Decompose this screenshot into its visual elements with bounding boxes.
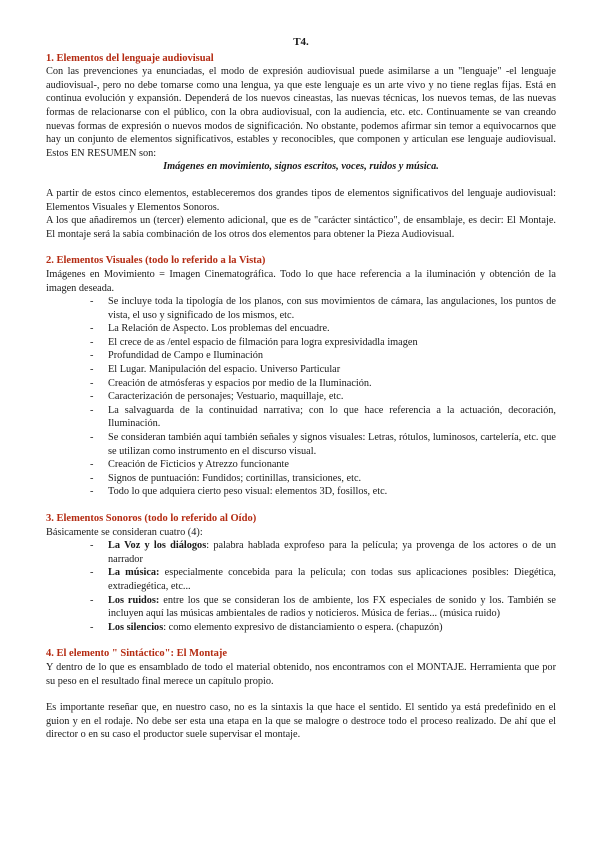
sound-elements-list (46, 539, 556, 634)
section-1-paragraph-3: A los que añadiremos un (tercer) elemento adicional, que es de "carácter sintáctico", de ensamblaje, es decir: El Montaje. El montaje será la sabia combinación de los otros dos elementos para obtener la Pieza Audiovisual. (46, 215, 556, 240)
list-item: - El crece de as /entel espacio de filmación para logra expresividadla imagen (90, 336, 418, 348)
section-1-paragraph: Con las prevenciones ya enunciadas, el modo de expresión audiovisual puede asimilarse a un "lenguaje" -el lenguaje audiovisual-, pero no debe tomarse como una lengua, ya que este lenguaje es un arte vivo y no tiene reglas fijas. Está en continua evolución y expansión. Dependerá de los nuevos cineastas, las nuevas técnicas, los nuevos temas, de las nuevas formas de relacionarse con el público, con la obra audiovisual, con la audiencia, etc. etc. Continuamente se van creando nuevas formas de expresión o nuevos modos de significación. No obstante, podemos afirmar sin temor a equivocarnos que hay un conjunto de elementos significativos, estables y reconocibles, que componen y articulan ese lenguaje audiovisual. Estos EN RESUMEN son: (46, 66, 556, 159)
list-item: - La Voz y los diálogos: palabra hablada exprofeso para la película; ya provenga de los actores o de un narrador (90, 540, 557, 565)
list-item: - Se incluye toda la tipología de los planos, con sus movimientos de cámara, las angulaciones, los puntos de vista, el uso y significado de los mismos, etc. (90, 296, 556, 321)
list-item: - Los silencios: como elemento expresivo de distanciamiento o espera. (chapuzón) (90, 621, 443, 633)
page-title: T4. (293, 36, 309, 48)
list-item: - Caracterización de personajes; Vestuario, maquillaje, etc. (90, 391, 344, 403)
list-item: - Los ruidos: entre los que se consideran los de ambiente, los FX especiales de sonido y los. También se incluyen aquí las músicas ambientales de radios y noticieros. Música de ferias... (música ruido) (90, 594, 556, 620)
section-3-heading: 3. Elementos Sonoros (todo lo referido al Oído) (46, 513, 257, 524)
section-4-heading: 4. El elemento " Sintáctico": El Montaje (46, 648, 228, 660)
section-1-paragraph-2: A partir de estos cinco elementos, estableceremos dos grandes tipos de elementos significativos del lenguaje audiovisual: Elementos Visuales y Elementos Sonoros. (46, 187, 556, 213)
list-item: - La salvaguarda de la continuidad narrativa; con lo que hace referencia a la actuación, decoración, Iluminación. (90, 404, 556, 430)
summary-line: Imágenes en movimiento, signos escritos, voces, ruidos y música. (163, 161, 439, 173)
spacer (46, 174, 556, 187)
section-2-heading: 2. Elementos Visuales (todo lo referido a la Vista) (46, 255, 266, 267)
list-item: - Todo lo que adquiera cierto peso visual: elementos 3D, fosillos, etc. (90, 486, 388, 498)
list-item: - Profundidad de Campo e Iluminación (90, 350, 263, 362)
list-item: - La Relación de Aspecto. Los problemas del encuadre. (90, 323, 330, 335)
visual-elements-list (46, 295, 556, 499)
list-item: - El Lugar. Manipulación del espacio. Universo Particular (90, 364, 341, 376)
section-4-paragraph-1: Y dentro de lo que es ensamblado de todo el material obtenido, nos encontramos con el MONTAJE. Herramienta que por su peso en el resultado final merece un capítulo propio. (46, 661, 556, 687)
list-item: - Creación de Ficticios y Atrezzo funcionante (90, 459, 289, 471)
spacer (46, 499, 556, 512)
section-2-intro: Imágenes en Movimiento = Imagen Cinematográfica. Todo lo que hace referencia a la iluminación y obtención de la imagen deseada. (46, 268, 556, 294)
document-page (46, 32, 556, 742)
list-item: - La música: especialmente concebida para la película; con todas sus aplicaciones posibles: Diegética, extradiegética, etc... (90, 567, 556, 592)
list-item: - Creación de atmósferas y espacios por medio de la Iluminación. (90, 377, 372, 389)
section-3-intro: Básicamente se consideran cuatro (4): (46, 526, 203, 538)
list-item: - Signos de puntuación: Fundidos; cortinillas, transiciones, etc. (90, 472, 362, 484)
section-1-heading: 1. Elementos del lenguaje audiovisual (46, 52, 214, 64)
spacer (46, 241, 556, 254)
section-4-paragraph-2: Es importante reseñar que, en nuestro caso, no es la sintaxis la que hace el sentido. El sentido ya está predefinido en el guion y en el rodaje. No debe ser esta una etapa en la que se malogre o destroce todo el proceso realizado. De ahí que el director o en su caso el productor suele supervisar el montaje. (46, 702, 556, 741)
list-item: - Se consideran también aquí también señales y signos visuales: Letras, rótulos, luminosos, cartelería, etc. que se utilizan como instrumento en el discurso visual. (90, 432, 556, 457)
spacer (46, 634, 556, 647)
spacer (46, 688, 556, 701)
